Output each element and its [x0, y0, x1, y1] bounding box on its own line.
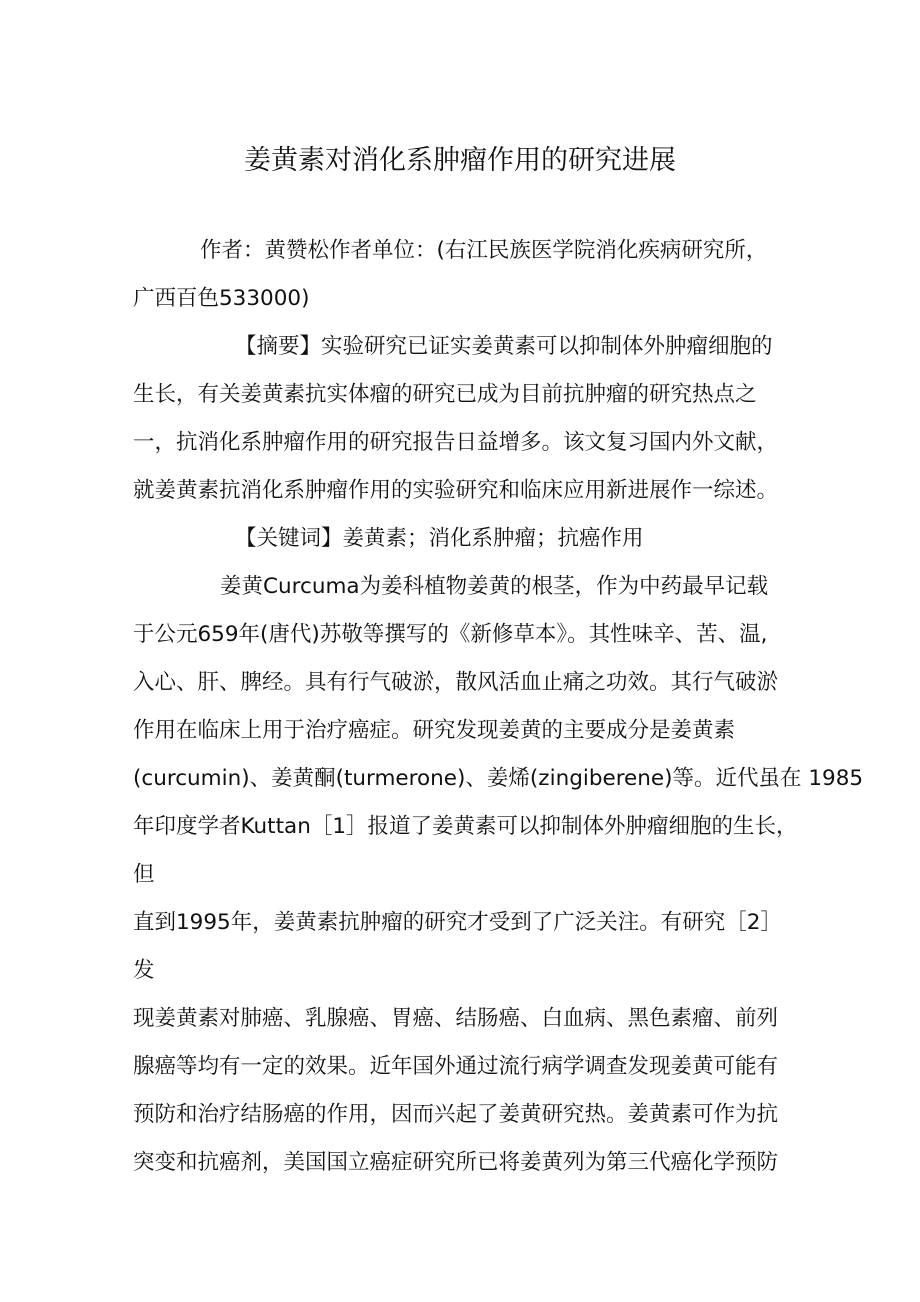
text-line: 但 [133, 862, 155, 887]
text-line: 预防和治疗结肠癌的作用，因而兴起了姜黄研究热。姜黄素可作为抗 [133, 1102, 779, 1127]
text-line: 广西百色533000) [133, 286, 310, 311]
text-line: 突变和抗癌剂，美国国立癌症研究所已将姜黄列为第三代癌化学预防 [133, 1150, 779, 1175]
text-line: 就姜黄素抗消化系肿瘤作用的实验研究和临床应用新进展作一综述。 [133, 478, 779, 503]
text-line: 腺癌等均有一定的效果。近年国外通过流行病学调查发现姜黄可能有 [133, 1054, 779, 1079]
text-line: 于公元659年(唐代)苏敬等撰写的《新修草本》。其性味辛、苦、温, [133, 622, 768, 647]
text-line: 生长，有关姜黄素抗实体瘤的研究已成为目前抗肿瘤的研究热点之 [133, 382, 757, 407]
text-line: 发 [133, 958, 155, 983]
text-line: 直到1995年，姜黄素抗肿瘤的研究才受到了广泛关注。有研究［2］ [133, 910, 782, 935]
text-line: 年印度学者Kuttan［1］报道了姜黄素可以抑制体外肿瘤细胞的生长， [133, 814, 798, 839]
text-line: 姜黄Curcuma为姜科植物姜黄的根茎，作为中药最早记载 [220, 574, 769, 599]
text-line: 【摘要】实验研究已证实姜黄素可以抑制体外肿瘤细胞的 [235, 334, 773, 359]
text-line: 入心、肝、脾经。具有行气破淤，散风活血止痛之功效。其行气破淤 [133, 670, 779, 695]
text-line: 作用在临床上用于治疗癌症。研究发现姜黄的主要成分是姜黄素 [133, 718, 736, 743]
text-line: (curcumin)、姜黄酮(turmerone)、姜烯(zingiberene)等。近代虽在 1985 [133, 766, 864, 791]
text-line: 现姜黄素对肺癌、乳腺癌、胃癌、结肠癌、白血病、黑色素瘤、前列 [133, 1006, 779, 1031]
document-title: 姜黄素对消化系肿瘤作用的研究进展 [244, 145, 676, 176]
text-line: 【关键词】姜黄素；消化系肿瘤；抗癌作用 [235, 526, 644, 551]
text-line: 作者：黄赞松作者单位：(右江民族医学院消化疾病研究所， [200, 238, 768, 263]
text-line: 一，抗消化系肿瘤作用的研究报告日益增多。该文复习国内外文献， [133, 430, 779, 455]
